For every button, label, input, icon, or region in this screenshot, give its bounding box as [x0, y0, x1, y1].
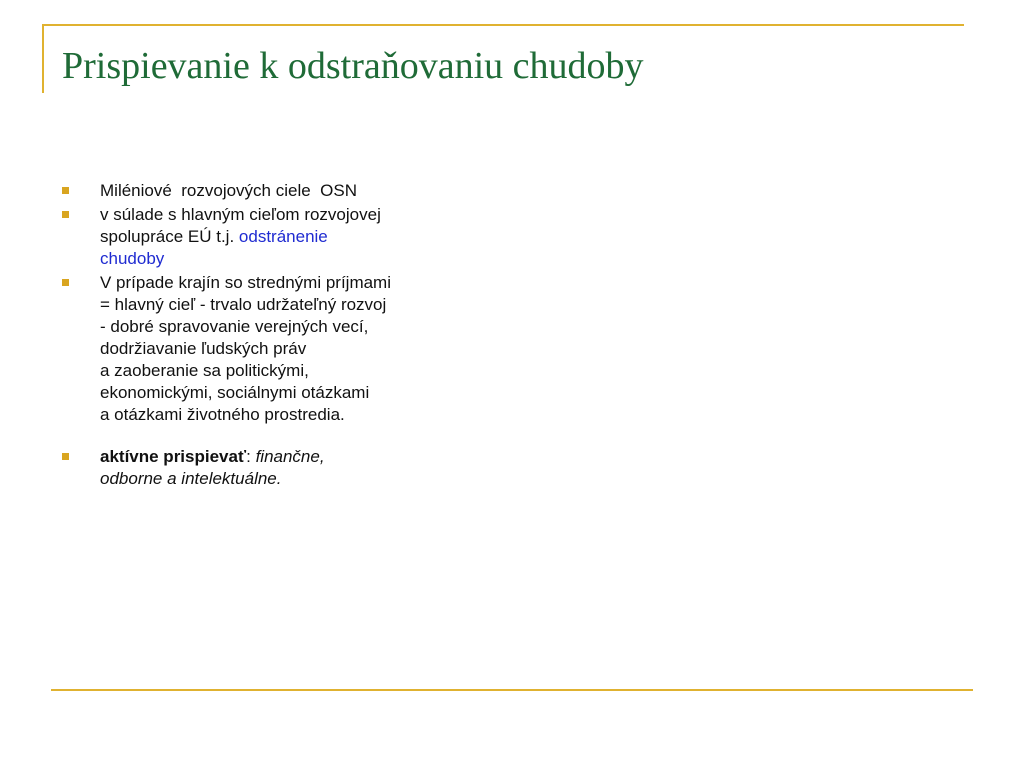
top-rule — [42, 24, 964, 26]
bottom-rule — [51, 689, 973, 691]
square-bullet-icon — [62, 187, 69, 194]
italic-text: odborne a intelektuálne. — [100, 469, 282, 488]
bullet-text-prefix: spolupráce EÚ t.j. — [100, 227, 239, 246]
bullet-millennium-goals — [62, 180, 512, 202]
bullet-text-line: - dobré spravovanie verejných vecí, — [100, 317, 369, 336]
highlight-text: odstránenie — [238, 227, 328, 246]
italic-text: finančne, — [255, 447, 325, 466]
bullet-text-line: a zaoberanie sa politickými, — [100, 361, 309, 380]
bullet-text-line: V prípade krajín so strednými príjmami — [100, 273, 391, 292]
bullet-middle-income-countries — [62, 272, 512, 426]
left-rule — [42, 24, 44, 93]
bullet-text-line: ekonomickými, sociálnymi otázkami — [100, 383, 370, 402]
bullet-eu-cooperation — [62, 204, 512, 270]
bullet-text-line: = hlavný cieľ - trvalo udržateľný rozvoj — [100, 295, 387, 314]
square-bullet-icon — [62, 211, 69, 218]
bullet-text: Miléniové rozvojových ciele OSN — [100, 181, 357, 200]
square-bullet-icon — [62, 453, 69, 460]
bullet-active-contribution — [62, 446, 512, 490]
bullet-text: v súlade s hlavným cieľom rozvojovej — [100, 205, 381, 224]
bold-text: aktívne prispievať — [100, 447, 247, 466]
bullet-text-line — [100, 446, 512, 468]
slide-title: Prispievanie k odstraňovaniu chudoby — [62, 45, 644, 87]
bullet-text-line — [100, 226, 512, 248]
bullet-text-line: dodržiavanie ľudských práv — [100, 339, 307, 358]
colon-text: : — [246, 447, 256, 466]
square-bullet-icon — [62, 279, 69, 286]
bullet-text-line: a otázkami životného prostredia. — [100, 405, 345, 424]
bullet-list — [62, 180, 512, 492]
highlight-text: chudoby — [100, 249, 165, 268]
